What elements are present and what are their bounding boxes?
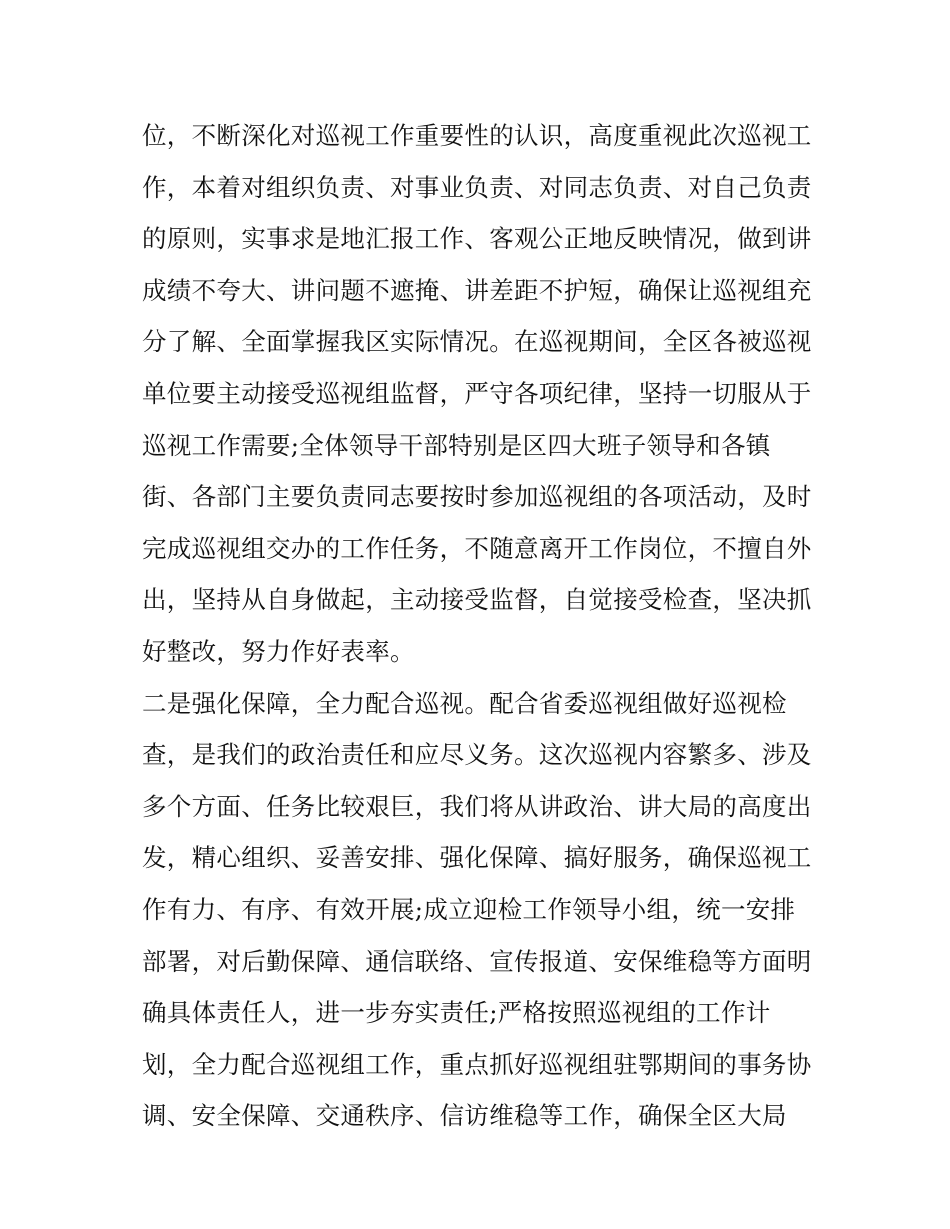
text-line: 划，全力配合巡视组工作，重点抓好巡视组驻鄂期间的事务协: [142, 1049, 812, 1079]
text-line: 位，不断深化对巡视工作重要性的认识，高度重视此次巡视工: [142, 121, 812, 150]
text-line: 的原则，实事求是地汇报工作、客观公正地反映情况，做到讲: [142, 224, 812, 254]
text-line: 分了解、全面掌握我区实际情况。在巡视期间，全区各被巡视: [142, 327, 812, 357]
text-line: 出，坚持从自身做起，主动接受监督，自觉接受检查，坚决抓: [142, 585, 812, 615]
text-line: 部署，对后勤保障、通信联络、宣传报道、安保维稳等方面明: [142, 946, 812, 976]
text-line: 查，是我们的政治责任和应尽义务。这次巡视内容繁多、涉及: [142, 740, 812, 770]
text-line: 调、安全保障、交通秩序、信访维稳等工作，确保全区大局: [142, 1101, 787, 1131]
text-line: 成绩不夸大、讲问题不遮掩、讲差距不护短，确保让巡视组充: [142, 275, 812, 305]
text-line: 单位要主动接受巡视组监督，严守各项纪律，坚持一切服从于: [142, 378, 812, 408]
text-line: 好整改，努力作好表率。: [142, 636, 415, 666]
text-line: 完成巡视组交办的工作任务，不随意离开工作岗位，不擅自外: [142, 533, 812, 563]
text-line: 确具体责任人，进一步夯实责任;严格按照巡视组的工作计: [142, 998, 771, 1028]
body-text: [142, 110, 822, 1142]
text-line: 多个方面、任务比较艰巨，我们将从讲政治、讲大局的高度出: [142, 791, 812, 821]
text-line: 巡视工作需要;全体领导干部特别是区四大班子领导和各镇: [142, 430, 771, 460]
text-line: 作有力、有序、有效开展;成立迎检工作领导小组，统一安排: [142, 894, 796, 924]
text-line: 二是强化保障，全力配合巡视。配合省委巡视组做好巡视检: [142, 688, 787, 718]
text-line: 发，精心组织、妥善安排、强化保障、搞好服务，确保巡视工: [142, 843, 812, 873]
text-line: 作，本着对组织负责、对事业负责、对同志负责、对自己负责: [142, 172, 812, 202]
text-line: 街、各部门主要负责同志要按时参加巡视组的各项活动，及时: [142, 482, 812, 512]
